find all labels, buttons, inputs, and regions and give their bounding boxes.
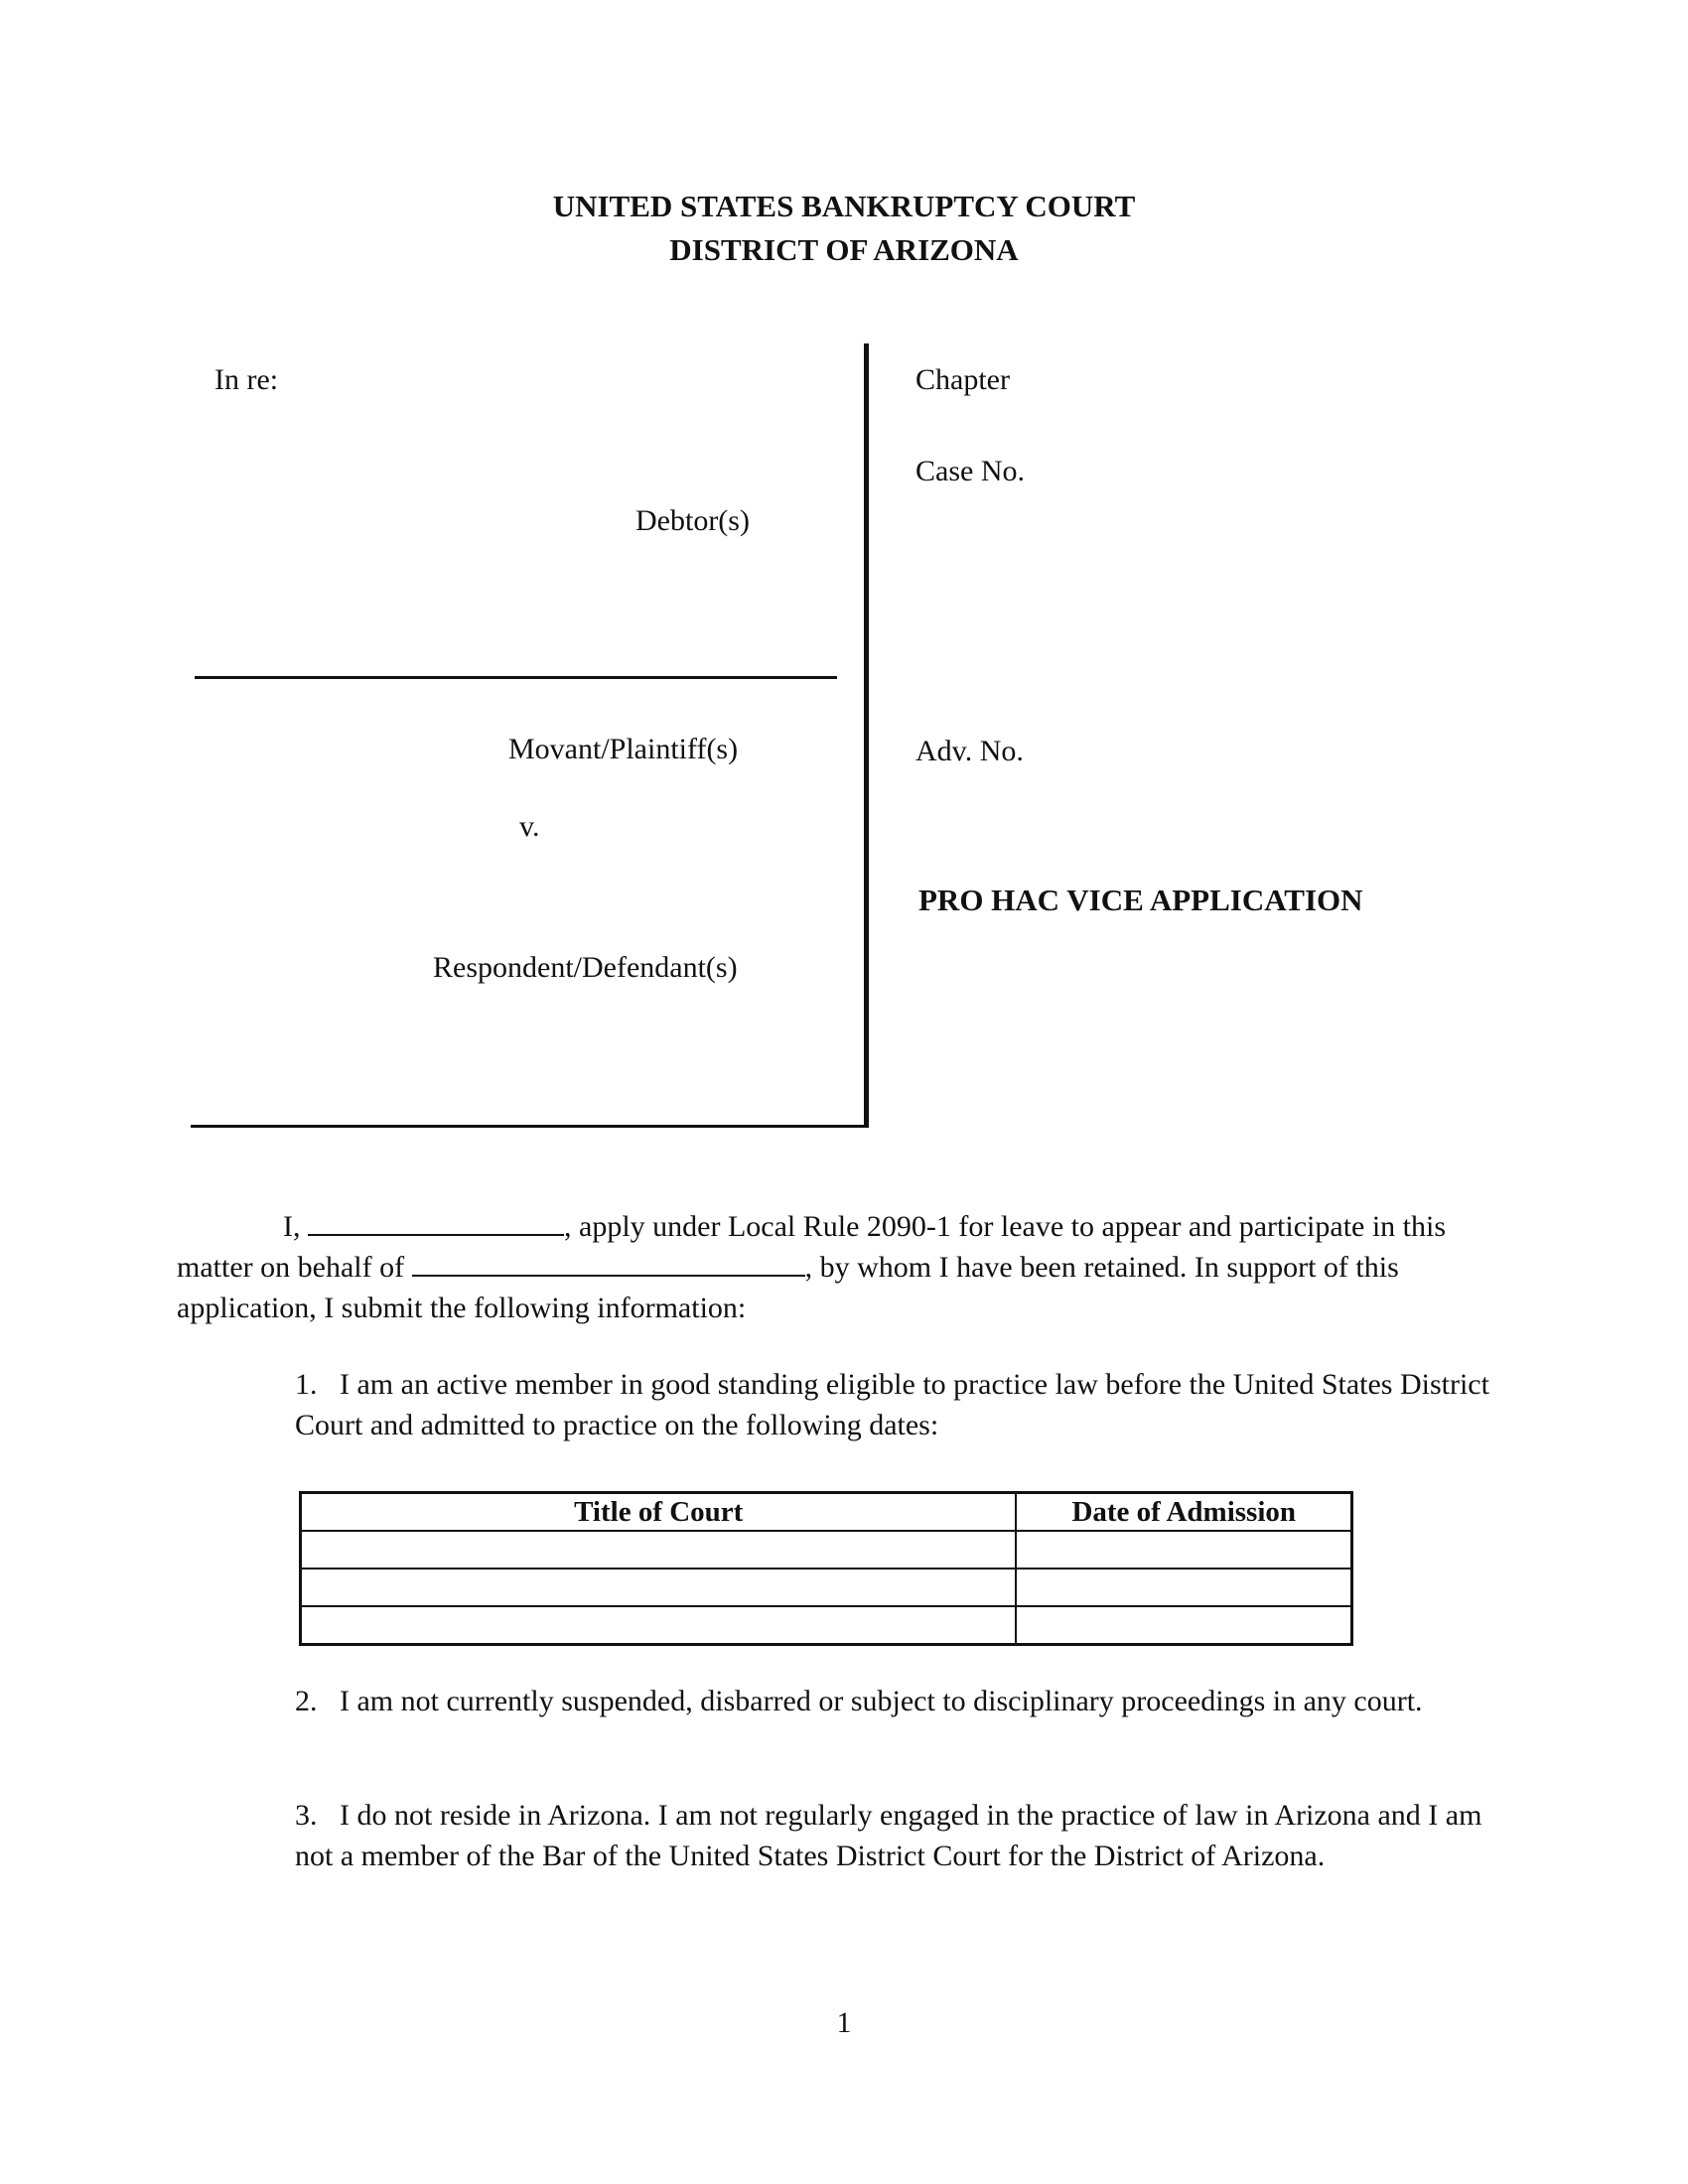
item-1-text: I am an active member in good standing eligible to practice law before the United States District Court and admitted to practice on the following dates: xyxy=(295,1368,1489,1441)
item-3-number: 3. xyxy=(295,1799,318,1832)
chapter-label: Chapter xyxy=(915,363,1010,396)
versus-label: v. xyxy=(519,810,540,843)
item-1 xyxy=(295,1364,1516,1445)
table-row xyxy=(301,1531,1352,1569)
title-of-court-header: Title of Court xyxy=(301,1493,1017,1532)
item-2 xyxy=(295,1681,1516,1721)
intro-text-3: , by whom I have been retained. In support of this application, I submit the following information: xyxy=(177,1251,1399,1324)
in-re-label: In re: xyxy=(214,363,279,396)
court-title-cell[interactable] xyxy=(301,1531,1017,1569)
case-no-label: Case No. xyxy=(915,455,1025,487)
document-title: PRO HAC VICE APPLICATION xyxy=(918,883,1363,917)
admission-date-cell[interactable] xyxy=(1016,1531,1351,1569)
table-row xyxy=(301,1569,1352,1606)
debtor-label: Debtor(s) xyxy=(635,504,750,537)
item-3 xyxy=(295,1795,1516,1876)
court-name: UNITED STATES BANKRUPTCY COURT xyxy=(552,189,1136,223)
applicant-name-blank[interactable] xyxy=(308,1208,564,1236)
intro-text-2: , apply under Local Rule 2090-1 for leave to appear and participate in this matter on behalf of xyxy=(177,1210,1447,1284)
admission-date-cell[interactable] xyxy=(1016,1569,1351,1606)
intro-text-1: I, xyxy=(283,1210,301,1243)
admissions-table xyxy=(299,1491,1353,1646)
adv-no-label: Adv. No. xyxy=(915,735,1024,767)
caption-divider-lower xyxy=(191,1125,868,1128)
page-number: 1 xyxy=(836,2006,852,2039)
table-row xyxy=(301,1606,1352,1645)
table-header-row xyxy=(301,1493,1352,1532)
item-3-text: I do not reside in Arizona. I am not regularly engaged in the practice of law in Arizona and I am not a member of the Bar of the United States District Court for the District of Arizona. xyxy=(295,1799,1482,1872)
movant-label: Movant/Plaintiff(s) xyxy=(508,733,739,765)
district-name: DISTRICT OF ARIZONA xyxy=(669,232,1019,267)
date-of-admission-header: Date of Admission xyxy=(1016,1493,1351,1532)
court-title-cell[interactable] xyxy=(301,1569,1017,1606)
caption-divider-upper xyxy=(195,676,837,679)
item-2-number: 2. xyxy=(295,1685,318,1717)
intro-paragraph xyxy=(177,1206,1507,1328)
court-title-cell[interactable] xyxy=(301,1606,1017,1645)
item-1-number: 1. xyxy=(295,1368,318,1401)
respondent-label: Respondent/Defendant(s) xyxy=(433,951,738,984)
client-name-blank[interactable] xyxy=(412,1249,805,1277)
caption-vertical-divider xyxy=(864,343,869,1128)
admission-date-cell[interactable] xyxy=(1016,1606,1351,1645)
item-2-text: I am not currently suspended, disbarred or subject to disciplinary proceedings in any court. xyxy=(340,1685,1423,1717)
